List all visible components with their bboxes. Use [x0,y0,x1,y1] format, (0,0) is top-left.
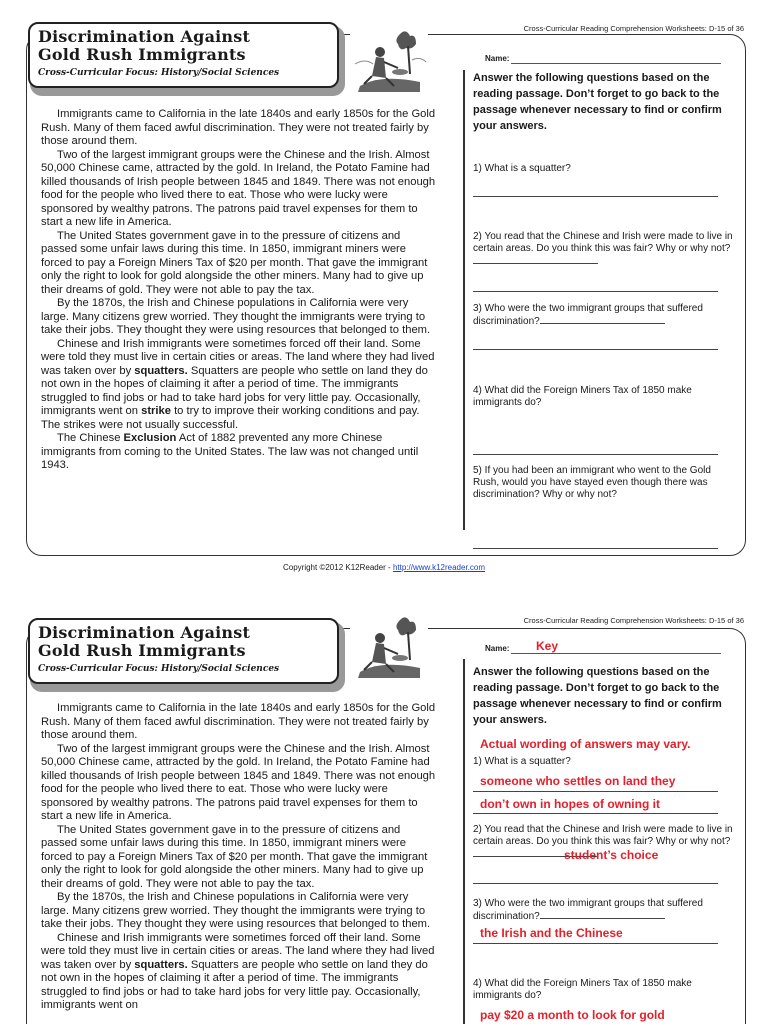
series-label: Cross-Curricular Reading Comprehension Worksheets: D-15 of 36 [523,616,744,625]
title-box [28,618,339,684]
instructions: Answer the following questions based on the reading passage. Don’t forget to go back to the passage whenever necessary to find or confirm your answers. [473,72,722,132]
answer-line[interactable] [473,349,718,350]
passage-paragraph: Immigrants came to California in the late 1840s and early 1850s for the Gold Rush. Many of them faced awful discrimination. They were not treated fairly by those around them. [41,702,436,741]
gold-miner-illustration [350,24,428,94]
passage-paragraph: The United States government gave in to the pressure of citizens and passed some unfair laws during this time. In 1850, immigrant miners were forced to pay a Foreign Miners Tax of $20 per month. That gave the immigrant only the right to look for gold alongside the other miners. Many had to give up their dreams of gold. They were not able to pay the tax. [41,823,428,890]
answer-line[interactable] [473,196,718,197]
name-field[interactable] [511,653,721,654]
question-4: 4) What did the Foreign Miners Tax of 1850 make immigrants do? [473,978,692,1001]
name-label: Name: [485,644,510,653]
passage-paragraph: Two of the largest immigrant groups were the Chinese and the Irish. Almost 50,000 Chinese came, attracted by the gold. In Ireland, the Potato Famine had killed thousands of Irish people between 1845 and 1849. There was not enough food for the people who lived there to eat. Those who were lucky were sponsored by wealthy patrons. The patrons paid travel expenses for them to start a new life in America. [41,742,436,822]
subtitle: Cross-Curricular Focus: History/Social Sciences [38,68,280,78]
answer-2: student’s choice [564,848,659,862]
question-3: 3) Who were the two immigrant groups that suffered discrimination? [473,303,703,327]
gold-miner-illustration [350,610,428,680]
question-2: 2) You read that the Chinese and Irish were made to live in certain areas. Do you think this was fair? Why or why not? [473,824,738,861]
column-divider [463,70,465,530]
passage-paragraph: By the 1870s, the Irish and Chinese populations in California were very large. Many citizens grew worried. They thought the immigrants were trying to take their jobs. They thought they were using resources that belonged to them. [41,297,431,336]
title-box [28,22,339,88]
passage-paragraph: The Chinese Exclusion Act of 1882 prevented any more Chinese immigrants from coming to the United States. The law was not changed until 1943. [41,432,419,471]
answer-line[interactable] [473,943,718,944]
question-1: 1) What is a squatter? [473,163,571,174]
title-line-2: Gold Rush Immigrants [38,641,246,660]
answer-line[interactable] [473,548,718,549]
column-divider [463,659,465,1024]
reading-passage [41,702,436,1013]
question-5: 5) If you had been an immigrant who went to the Gold Rush, would you have stayed even though there was discrimination? Why or why not? [473,465,711,500]
title-line-2: Gold Rush Immigrants [38,45,246,64]
answer-note: Actual wording of answers may vary. [480,737,691,751]
answer-1-line-1: someone who settles on land they [480,774,676,788]
question-3: 3) Who were the two immigrant groups that suffered discrimination? [473,898,703,922]
passage-paragraph: Immigrants came to California in the late 1840s and early 1850s for the Gold Rush. Many of them faced awful discrimination. They were not treated fairly by those around them. [41,108,436,147]
answer-key-page [0,594,768,1024]
answer-3: the Irish and the Chinese [480,926,623,940]
name-label: Name: [485,54,510,63]
subtitle: Cross-Curricular Focus: History/Social Sciences [38,664,280,674]
series-label: Cross-Curricular Reading Comprehension Worksheets: D-15 of 36 [523,24,744,33]
passage-paragraph: Chinese and Irish immigrants were sometimes forced off their land. Some were told they must live in certain cities or areas. The land where they had lived was taken over by squatters. Squatters are people who settle on land they do not own in the hopes of claiming it after a period of time. The immigrants struggled to find jobs or had to take hard jobs for very little pay. Occasionally, immigrants went on strike to try to improve their working conditions and pay. The strikes were not usually successful. [41,337,435,431]
answer-line[interactable] [473,813,718,814]
question-2: 2) You read that the Chinese and Irish were made to live in certain areas. Do you think this was fair? Why or why not? [473,231,738,268]
title-line-1: Discrimination Against [38,27,251,46]
passage-paragraph: Two of the largest immigrant groups were the Chinese and the Irish. Almost 50,000 Chinese came, attracted by the gold. In Ireland, the Potato Famine had killed thousands of Irish people between 1845 and 1849. There was not enough food for the people who lived there to eat. Those who were lucky were sponsored by wealthy patrons. The patrons paid travel expenses for them to start a new life in America. [41,148,436,228]
instructions: Answer the following questions based on the reading passage. Don’t forget to go back to the passage whenever necessary to find or confirm your answers. [473,666,722,726]
passage-paragraph: The United States government gave in to the pressure of citizens and passed some unfair laws during this time. In 1850, immigrant miners were forced to pay a Foreign Miners Tax of $20 per month. That gave the immigrant only the right to look for gold alongside the other miners. Many had to give up their dreams of gold. They were not able to pay the tax. [41,229,428,296]
reading-passage [41,108,436,473]
question-1: 1) What is a squatter? [473,756,571,767]
copyright: Copyright ©2012 K12Reader - http://www.k12reader.com [282,563,485,572]
name-field[interactable] [511,63,721,64]
k12reader-link[interactable]: http://www.k12reader.com [392,563,485,572]
question-4: 4) What did the Foreign Miners Tax of 1850 make immigrants do? [473,385,692,408]
passage-paragraph: Chinese and Irish immigrants were sometimes forced off their land. Some were told they must live in certain cities or areas. The land where they had lived was taken over by squatters. Squatters are people who settle on land they do not own in the hopes of claiming it after a period of time. The immigrants struggled to find jobs or had to take hard jobs for very little pay. Occasionally, immigrants went on [41,931,435,1011]
passage-paragraph: By the 1870s, the Irish and Chinese populations in California were very large. Many citizens grew worried. They thought the immigrants were trying to take their jobs. They thought they were using resources that belonged to them. [41,891,431,930]
answer-1-line-2: don’t own in hopes of owning it [480,797,660,811]
answer-line[interactable] [473,454,718,455]
answer-line[interactable] [473,791,718,792]
answer-4: pay $20 a month to look for gold [480,1008,665,1022]
answer-line[interactable] [473,883,718,884]
answer-line[interactable] [473,291,718,292]
title-line-1: Discrimination Against [38,623,251,642]
answer-key-label: Key [536,639,559,653]
